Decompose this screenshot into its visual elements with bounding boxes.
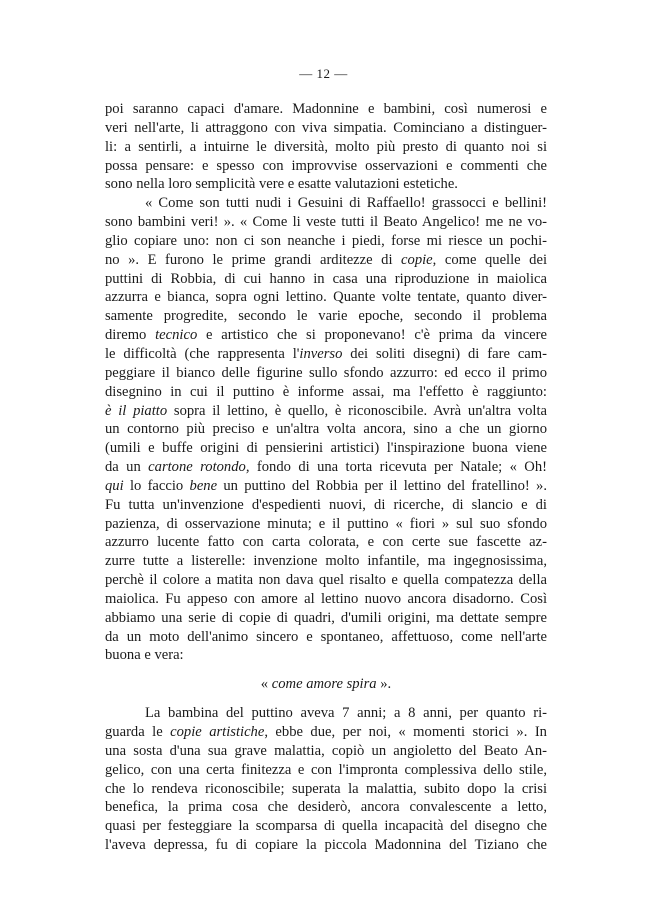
text-line: possa pensare: e spesso con improvvise osservazioni e commenti che [105, 157, 547, 174]
text-line: Fu tutta un'invenzione d'espedienti nuovi, di ricerche, di slancio e di [105, 496, 547, 513]
text-line: gelico, con una certa finitezza e con l'impronta complessiva dello stile, [105, 761, 547, 778]
text-line: azzurro lucente fatto con carta colorata, e con certe sue fascette az- [105, 534, 547, 551]
centered-quote: « come amore spira ». [260, 676, 392, 693]
text-line: maiolica. Fu appeso con amore al lettino nuovo ancora disadorno. Così [105, 590, 547, 607]
text-line: qui lo faccio bene un puttino del Robbia per il lettino del fratellino! ». [105, 477, 547, 494]
text-line: guarda le copie artistiche, ebbe due, per noi, « momenti storici ». In [105, 724, 547, 740]
text-line: abbiamo una serie di copie di quadri, d'umili origini, ma dettate sempre [105, 609, 547, 626]
text-line: samente progredite, secondo le varie epoche, secondo il problema [105, 308, 547, 325]
italic-term: copie artistiche [170, 724, 265, 740]
italic-term: bene [189, 477, 218, 494]
text-line: benefica, la prima cosa che desiderò, ancora convalescente a letto, [105, 799, 547, 816]
italic-term: è il piatto [105, 402, 168, 419]
text-line: peggiare il bianco delle figurine sullo sfondo azzurro: ed ecco il primo [105, 364, 547, 381]
text-line: buona e vera: [105, 647, 184, 664]
text-line: (umili e buffe origini di pensierini artistici) l'inspirazione buona viene [105, 440, 547, 457]
text-line: perchè il colore a matita non dava quel risalto e quella compatezza della [105, 572, 547, 589]
text-line: azzurra e bianca, sopra ogni lettino. Quante volte tentate, quanto diver- [105, 289, 547, 306]
text-line: no ». E furono le prime grandi arditezze di copie, come quelle dei [105, 251, 547, 268]
paragraph-3 [105, 704, 547, 855]
italic-term: qui [105, 477, 124, 494]
text-line: un contorno più preciso e un'altra volta ancora, sino a che un giorno [105, 421, 547, 438]
text-line: pazienza, di osservazione minuta; e il puttino « fiori » sul suo sfondo [105, 515, 547, 532]
text-line: da un moto dell'animo sincero e spontaneo, affettuoso, come nell'arte [105, 628, 547, 645]
text-line: zurre tutte a listerelle: invenzione molto infantile, ma ingegnosissima, [105, 553, 547, 570]
italic-term: copie [401, 251, 433, 268]
text-line: le difficoltà (che rappresenta l'inverso dei soliti disegni) di fare cam- [105, 345, 547, 362]
text-line: li: a sentirli, a intuirne le diversità, molto più presto di quanto noi si [105, 138, 547, 155]
text-line: veri nell'arte, li attraggono con viva simpatia. Cominciano a distinguer- [105, 119, 547, 136]
italic-term: cartone rotondo, [148, 459, 250, 476]
text-line: è il piatto sopra il lettino, è quello, è riconoscibile. Avrà un'altra volta [105, 402, 547, 419]
text-line: disegnino in cui il puttino è informe assai, ma l'effetto è raggiunto: [105, 383, 547, 400]
text-line: poi saranno capaci d'amare. Madonnine e bambini, così numerosi e [105, 101, 547, 117]
text-line: sono bambini veri! ». « Come li veste tutti il Beato Angelico! me ne vo- [105, 214, 547, 231]
italic-term: inverso [299, 345, 343, 362]
text-line: una sosta d'una sua grave malattia, copiò un angioletto del Beato An- [105, 742, 547, 759]
text-line: l'aveva depressa, fu di copiare la piccola Madonnina del Tiziano che [105, 837, 547, 854]
text-line: quasi per festeggiare la scomparsa di quella incapacità del disegno che [105, 818, 547, 835]
text-line: diremo tecnico e artistico che si proponevano! c'è prima da vincere [105, 327, 547, 344]
text-line: che lo rendeva riconoscibile; superata la malattia, subito dopo la crisi [105, 780, 547, 797]
quote-text: come amore spira [271, 676, 377, 693]
paragraph-2 [105, 194, 547, 665]
text-line: da un cartone rotondo, fondo di una torta ricevuta per Natale; « Oh! [105, 459, 548, 476]
text-line: « Come son tutti nudi i Gesuini di Raffaello! grassocci e bellini! [145, 195, 547, 212]
text-line: La bambina del puttino aveva 7 anni; a 8 anni, per quanto ri- [145, 705, 547, 722]
text-line: glio copiare uno: non ci son neanche i piedi, forse mi riesce un pochi- [105, 232, 547, 249]
italic-term: tecnico [155, 327, 198, 344]
text-line: puttini di Robbia, di cui hanno in casa una riproduzione in maiolica [105, 270, 547, 287]
paragraph-1 [105, 100, 547, 194]
text-line: sono nella loro semplicità vere e esatte valutazioni estetiche. [105, 176, 458, 193]
body-text [105, 100, 547, 855]
page-number: — 12 — [299, 66, 348, 81]
